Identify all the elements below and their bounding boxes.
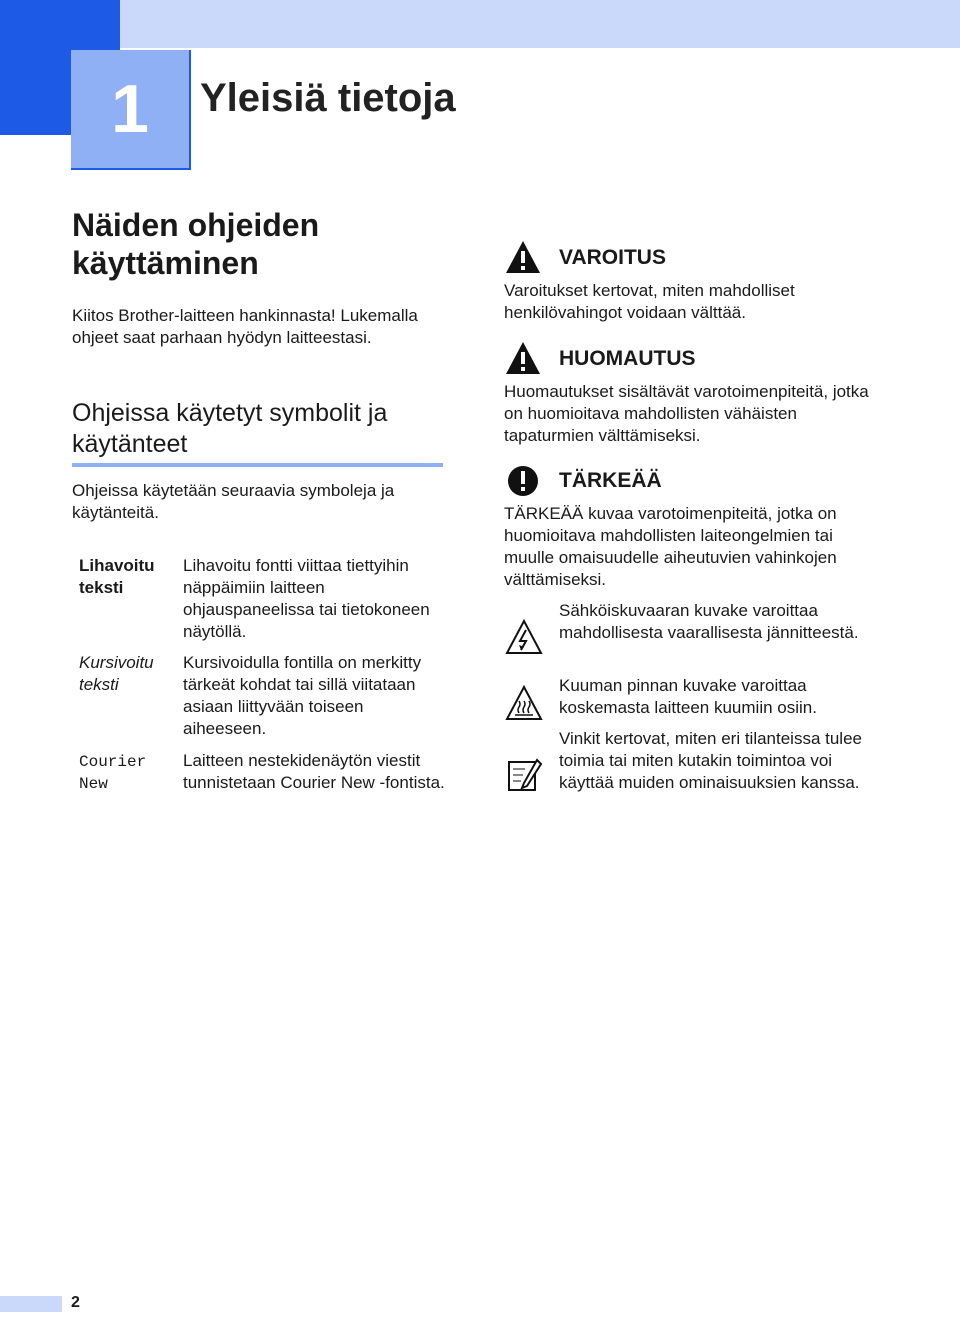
convention-definition-courier: Laitteen nestekidenäytön viestit tunnistetaan Courier New -fontista. [183, 751, 445, 792]
page-number: 2 [71, 1294, 80, 1311]
convention-term-courier: Courier New [79, 753, 147, 793]
warning-triangle-icon [505, 240, 541, 274]
chapter-title: Yleisiä tietoja [200, 76, 456, 120]
convention-term-italic: Kursivoitu teksti [79, 653, 154, 694]
section-intro: Kiitos Brother-laitteen hankinnasta! Lukemalla ohjeet saat parhaan hyödyn laitteestasi. [72, 306, 418, 347]
convention-term-bold: Lihavoitu teksti [79, 556, 155, 597]
hot-surface-icon [505, 684, 543, 722]
subsection-intro: Ohjeissa käytetään seuraavia symboleja ja käytänteitä. [72, 481, 395, 522]
subsection-rule [72, 463, 443, 467]
convention-definition-italic: Kursivoidulla fontilla on merkitty tärkeät kohdat tai sillä viitataan asiaan liittyvään toiseen aiheeseen. [183, 653, 422, 738]
electrical-hazard-icon [505, 618, 543, 656]
notice-text-warning: Varoitukset kertovat, miten mahdolliset henkilövahingot voidaan välttää. [504, 281, 795, 322]
caution-triangle-icon [505, 341, 541, 375]
symbol-text-hot-surface: Kuuman pinnan kuvake varoittaa koskemasta laitteen kuumiin osiin. [559, 676, 817, 717]
important-exclamation-icon [507, 465, 539, 497]
header-bar-light [120, 0, 960, 48]
section-title: Näiden ohjeiden käyttäminen [72, 207, 320, 281]
note-pencil-icon [505, 756, 543, 794]
symbol-text-note: Vinkit kertovat, miten eri tilanteissa tulee toimia tai miten kutakin toimintoa voi käyttää muiden ominaisuuksien kanssa. [559, 729, 862, 792]
notice-text-important: TÄRKEÄÄ kuvaa varotoimenpiteitä, jotka on huomioitava mahdollisten laiteongelmien tai muulle omaisuudelle aiheutuvien vahinkojen välttämiseksi. [504, 504, 837, 589]
subsection-title: Ohjeissa käytetyt symbolit ja käytänteet [72, 399, 388, 458]
notice-text-caution: Huomautukset sisältävät varotoimenpiteitä, jotka on huomioitava mahdollisten vähäisten tapaturmien välttämiseksi. [504, 382, 869, 445]
convention-definition-bold: Lihavoitu fontti viittaa tiettyihin näppäimiin laitteen ohjauspaneelissa tai tietokoneen näytöllä. [183, 556, 430, 641]
symbol-text-electrical: Sähköiskuvaaran kuvake varoittaa mahdollisesta vaarallisesta jännitteestä. [559, 601, 859, 642]
notice-heading-important: TÄRKEÄÄ [559, 469, 662, 492]
footer-bar [0, 1296, 62, 1312]
chapter-number: 1 [71, 50, 191, 170]
notice-heading-caution: HUOMAUTUS [559, 347, 696, 370]
notice-heading-warning: VAROITUS [559, 246, 666, 269]
